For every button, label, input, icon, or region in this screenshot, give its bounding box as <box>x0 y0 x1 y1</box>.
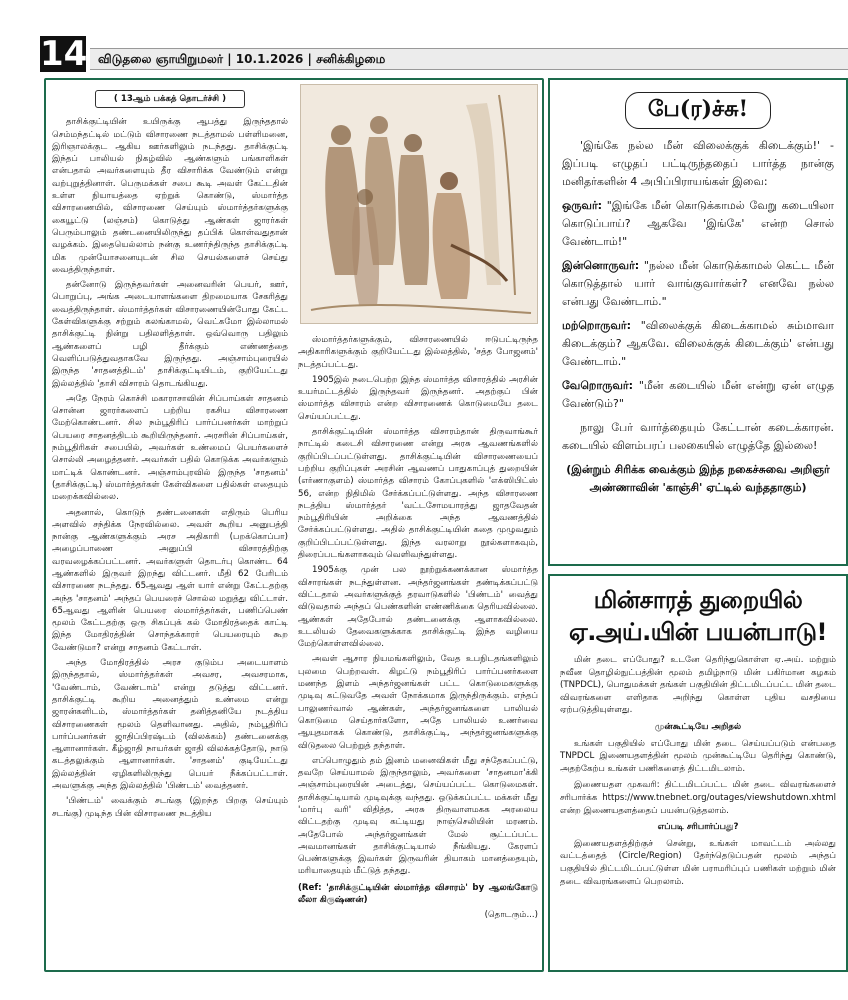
article-left-column <box>52 86 288 966</box>
opinion-item: ஒருவர்: "இங்கே மீன் கொடுக்காமல் வேறு கடையிலா கொடுப்பாய்? ஆகவே 'இங்கே' என்ற சொல் வேண்டாம்!" <box>562 199 834 248</box>
humor-title: பே(ர)ச்சு! <box>625 92 771 129</box>
ai-headline: மின்சாரத் துறையில் ஏ.அய்.யின் பயன்பாடு! <box>569 586 827 646</box>
ai-subhead: முன்கூட்டியே அறிதல் <box>654 721 742 732</box>
ai-paragraph: இணையதள முகவரி: திட்டமிடப்பட்ட மின் தடை விவரங்களைச் சரிபார்க்க https://www.tnebnet.org/outages/viewshutdown.xhtml என்ற இணையதளத்தைப் பயன்படுத்தலாம். <box>560 780 836 816</box>
article-paragraph: எப்பொழுதும் தம் இனம் மனைவிகள் மீது சந்தேகப்பட்டு, தவறே செய்யாமல் இருந்தாலும், அவர்களை 'சாதனமா'க்கி அஞ்சாம்புரையின் அடைத்து, செய்யப்பட்ட கொடுமைகள். தாசிக்குட்டியால் முடிவுக்கு வந்தது. ஒடுக்கப்பட்ட மக்கள் மீது 'மார்பு வரி' விதித்த, அரசு திருவாளமகக அரலைய விட்டதற்கு முடிவு கட்டியது நாஞ்செலியின் மரணம். அதேபோல் அந்தர்ஜனங்கள் மேல் சூட்டப்பட்ட அவமானங்கள் தாசிக்குட்டியால் நீங்கியது. கேரளப் பெண்களுக்கு இவர்கள் இருவரின் தியாகம் மானத்தையும், மரியாதையும் மீட்டுத் தந்தது. <box>298 755 538 877</box>
article-illustration <box>300 84 538 324</box>
opinion-item: மற்றொருவர்: "விலைக்குக் கிடைக்காமல் சும்மாவா கிடைக்கும்? ஆகவே. விலைக்குக் கிடைக்கும்' என்பது வேண்டாம்." <box>562 319 834 368</box>
opinion-item: இன்னொருவர்: "நல்ல மீன் கொடுக்காமல் கெட்ட மீன் கொடுத்தால் யார் வாங்குவார்கள்? எனவே நல்ல என்பது வேண்டாம்." <box>562 259 835 308</box>
right-sidebar <box>548 78 848 972</box>
opinion-item: வேறொருவர்: "மீன் கடையில் மீன் என்று ஏன் எழுத வேண்டும்?" <box>562 379 834 410</box>
ai-paragraph: இணையதளத்திற்குச் சென்று, உங்கள் மாவட்டம் அல்லது வட்டத்தைத் (Circle/Region) தேர்ந்தெடுப்பதன் மூலம் அந்தப் பகுதியில் திட்டமிடப்பட்டுள்ள மின் பராமரிப்புப் பணிகள் மற்றும் மின் தடை விவரங்களைப் பெறலாம். <box>560 838 836 887</box>
article-paragraph: அவள் ஆசார நியமங்களிலும், வேத உபநிடதங்களிலும் புலமை பெற்றவள். கிழட்டு நம்பூதிரிப் பார்ப்பனர்களை மணந்த இளம் அந்தர்ஜனங்கள் பட்ட கொடுமைகளுக்கு முடிவு கட்டுவதே அவள் நோக்கமாக இருந்திருக்கும். எந்தப் பாலுணர்வால் ஆண்கள், அந்தர்ஜனங்களை பாலியல் கொடுமை செய்தார்களோ, அதே பாலியல் உணர்வை ஆயுதமாகக் கொண்டு, தாசிக்குட்டி, அந்தர்ஜனங்களுக்கு விடுதலை பெற்றுத் தந்தாள். <box>298 654 538 751</box>
article-paragraph: ஸ்மார்த்தர்களுக்கும், விசாரணையில் ஈடுபட்டிருந்த அதிகாரிகளுக்கும் குறியேட்டது இல்லத்தில், 'சத்த போஜனம்' நடத்தப்பட்டது. <box>298 335 538 370</box>
page-number: 14 <box>40 34 88 74</box>
continued-label: (தொடரும்...) <box>484 910 538 921</box>
article-paragraph: அந்த மோதிரத்தில் அரச குடும்ப அடையாளம் இருந்ததால், ஸ்மார்த்தர்கள் அவசர, அவசரமாக, 'வேண்டாம், வேண்டாம்' என்று தடுத்து விட்டனர். தாசிக்குட்டி கூறிய அனைத்தும் உண்மை என்று ஜாரன்களிடம், ஸ்மார்த்தர்கள் தனித்தனியே நடத்திய விசாரணைகள் மூலம் தெளிவானது. அதில், நம்பூதிரிப் பார்ப்பனர்கள் ஜாதிப்பிரஷ்டம் (விலக்கம்) தண்டனைக்கு ஆளானார்கள். கீழ்ஜாதி நாயர்கள் ஜாதி விலக்கத்தோடு, நாடு கடத்தலுக்கும் ஆளானார்கள். 'சாதனம்' குடியேட்டது இல்லத்தின் ஏழிகளிலிருந்து பெயர் நீக்கப்பட்டாள். அவளுக்கு அந்த இல்லத்தில் 'பிண்டம்' வைத்தனர். <box>52 658 288 792</box>
article-paragraph: தாசிக்குட்டியின் உயிருக்கு ஆபத்து இருந்ததால் செம்மந்தட்டில் மட்டும் விசாரணை நடத்தாமல் பள்ளிமனை, இரிஞாலக்குட ஆகிய ஊர்களிலும் நடந்தது. தாசிக்குட்டி இந்தப் பாலியல் நிகழ்வில் ஆண்களும் பங்காளிகள் என்பதால் அவர்களையும் தீர விசாரிக்க வேண்டும் என்று வற்புறுத்தினாள். பெருமக்கள் சபை கூடி அவள் கேட்டதின் உள்ள நியாயத்தை ஏற்றுக் கொண்டு, ஸ்மார்த்த விசாரணையில், விசாரணை செய்யும் ஸ்மார்த்தர்களுக்கு கையூட்டு (லஞ்சம்) கொடுத்து ஆண்கள் ஜாரர்கள் பெரும்பாலும் தண்டனையிலிருந்து தப்பிக் கொள்வதுதான் வழக்கம். இதையெல்லாம் நன்கு உணர்ந்திருந்த தாசிக்குட்டி மிக முன்யோசனையுடன் சில செயல்களைச் செய்து வைத்திருந்தாள். <box>52 117 288 275</box>
article-middle-column <box>298 334 538 966</box>
continuation-tag: ( 13ஆம் பக்கத் தொடர்ச்சி ) <box>95 90 245 108</box>
humor-outro: நாலு பேர் வார்த்தையும் கேட்டான் கடைக்காரன். கடையில் விளம்பரப் பலகையில் எழுத்தே இல்லை! <box>562 421 834 452</box>
sketch-figures-image <box>301 85 538 324</box>
ai-subhead: எப்படி சரிபார்ப்பது? <box>657 822 739 833</box>
article-paragraph: தாசிக்குட்டியின் ஸ்மார்த்த விசாரம்தான் திருவாங்கூர் நாட்டில் கடைசி விசாரணை என்று அரசு ஆவணங்களில் குறிப்பிடப்பட்டுள்ளது. தாசிக்குட்டியின் விசாரணையைப் பற்றிய குறிப்புகள் அரசின் ஆவணப் பாதுகாப்புத் துறையின் (எர்ணாகுளம்) ஸ்மார்த்த விசாரம் கோப்புகளில் 'எக்ஸிபிட்ஸ் 56, என்ற நிதிமில் சேர்க்கப்பட்டுள்ளது. அந்த விசாரணை நடத்திய ஸ்மார்த்தர் 'வட்டசோமயாரத்து ஜாதவேதன் நம்பூதிரியின் அறிக்கை அந்த ஆவணத்தில் சேர்க்கப்பட்டுள்ளது. அதில் தாசிக்குட்டியின் கதை முழுவதும் குறிப்பிடப்பட்டுள்ளது. இந்த வரலாறு நூல்களாகவும், திரைப்படங்களாகவும் வெளிவந்துள்ளது. <box>298 427 538 561</box>
page-header <box>0 0 848 74</box>
article-reference: (Ref: 'தாசிக்குட்டியின் ஸ்மார்த்த விசாரம்' by ஆலங்கோடு லீலா கிருஷ்ணன்) <box>298 882 538 906</box>
article-paragraph: அதனால், கொடுந் தண்டனைகள் எதிரும் பெரிய அளவில் சந்திக்க நேரவில்லை. அவள் கூறிய அனுபத்தி நான்கு ஆண்களுக்கும் அரச அதிகாரி (பறக்கொப்பா) அழைப்பாணை அனுப்பி விசாரத்திற்கு வரவழைக்கப்பட்டனர். அவர்களுள் தொடர்பு கொண்ட 64 ஆண்களில் இருவர் இறந்து விட்டனர். மீதி 62 பேரிடம் விசாரணை நடந்தது. 65ஆவது ஆள் யார் என்று கேட்டதற்கு அந்த 'சாதனம்' அந்தப் பெயரைச் சொல்ல மறுத்து விட்டாள். 65ஆவது ஆளின் பெயரை ஸ்மார்த்தர்கள், பணிப்பெண் மூலம் கேட்டதற்கு ஒரு சிகப்புக் கல் மோதிரத்தைக் காட்டி இந்த மோதிரத்தின் சொந்தக்காரர் பெயரையும் கூற வேண்டுமா? என்று சாதனம் கேட்டாள். <box>52 507 288 653</box>
article-paragraph: தன்னோடு இருந்தவர்கள் அனைவரின் பெயர், ஊர், பொறுப்பு, அங்க அடையாளங்களை திறமையாக சேகரித்து வைத்திருந்தாள். ஸ்மார்த்தர்கள் விசாரணையின்போது கேட்ட கேள்விகளுக்கு சற்றும் கலங்காமல், வெட்கமோ இல்லாமல் தாசிக்குட்டி நின்று பதிலளித்தாள். ஒவ்வொரு பதிலும் ஆண்களைப் பழி தீர்க்கும் எண்ணத்தை வெளிப்படுத்துவதாகவே இருந்தது. அஞ்சாம்புரையில் இருந்த 'சாதனத்திடம்' தாசிக்குட்டியிடம், குறியேட்டது இல்லத்தில் 'தாசி விசாரம் தொடங்கியது. <box>52 280 288 389</box>
ai-paragraph: மின் தடை எப்போது? உடனே தெரிந்துகொள்ள ஏ.அய். மற்றும் நவீன தொழில்நுட்பத்தின் மூலம் தமிழ்நாடு மின் பகிர்மான கழகம் (TNPDCL), பொதுமக்கள் தங்கள் பகுதியின் திட்டமிடப்பட்ட மின் தடை விவரங்களை எளிதாக அறிந்து கொள்ள புதிய வசதியை ஏற்படுத்தியுள்ளது. <box>560 655 836 716</box>
humor-credit: (இன்றும் சிரிக்க வைக்கும் இந்த நகைச்சுவை அறிஞர் அண்ணாவின் 'காஞ்சி' ஏட்டில் வந்ததாகும்) <box>566 463 830 494</box>
humor-text <box>562 137 834 497</box>
article-paragraph: 'பிண்டம்' வைக்கும் சடங்கு (இறந்த பிறகு செய்யும் சடங்கு) முடிந்த பின் விசாரணை நடத்திய <box>52 796 288 819</box>
article-paragraph: அதே நேரம் கொச்சி மகாராசாவின் சிப்பாய்கள் சாதனம் சொன்ன ஜாரர்களைப் பற்றிய ரகசிய விசாரணை மேற்கொண்டனர். சில நம்பூதிரிப் பார்ப்பனர்கள் மாற்றுப் பெயரை சாதனத்திடம் கூறியிருந்தனர். அரசரின் சிப்பாய்கள், நம்பூதிரிகள் சபையில், அவர்கள் உண்மைப் பெயர்களைச் சொல்லி அழைத்தனர். அவர்கள் பதில் கொடுக்க அவர்களும் மாட்டிக் கொண்டனர். அஞ்சாம்புரவில் இருந்த 'சாதனம்' (தாசிக்குட்டி) ஸ்மார்த்தர்கள் கேள்விகளை பதில்கள் எதையும் மறைக்கவில்லை. <box>52 393 288 503</box>
ai-electricity-box <box>548 574 848 972</box>
article-paragraph: 1905க்கு முன் பல நூற்றுக்கணக்கான ஸ்மார்த்த விசாரங்கள் நடந்துள்ளன. அந்தர்ஜனங்கள் தண்டிக்கப்பட்டு விட்டதால் அவர்களுக்குத் தரவாடுகளில் 'பிண்டம்' வைத்து விடுவதால் அந்தப் பெண்களின் எண்ணிக்கை தெரியவில்லை. ஆண்கள் அதேபோல் தண்டனைக்கு ஆளாகவில்லை. உடலியல் தேவைகளுக்காக தாசிக்குட்டி இந்த வழியை மேற்கொள்ளவில்லை. <box>298 565 538 650</box>
masthead: விடுதலை ஞாயிறுமலர் | 10.1.2026 | சனிக்கிழமை <box>90 48 848 70</box>
humor-box <box>548 78 848 566</box>
ai-text <box>560 654 836 888</box>
humor-intro: 'இங்கே நல்ல மீன் விலைக்குக் கிடைக்கும்!' - இப்படி எழுதப் பட்டிருந்ததைப் பார்த்த நான்கு மனிதர்களின் 4 அபிப்பிராயங்கள் இவை: <box>562 139 834 188</box>
ai-paragraph: உங்கள் பகுதியில் எப்போது மின் தடை செய்யப்படும் என்பதை TNPDCL இணையதளத்தின் மூலம் முன்கூட்டியே தெரிந்து கொண்டு, அதற்கேற்ப உங்கள் பணிகளைத் திட்டமிடலாம். <box>560 738 836 774</box>
article-paragraph: 1905இல் நடைபெற்ற இந்த ஸ்மார்த்த விசாரத்தில் அரசின் உயர்மட்டத்தில் இருந்தவர் இருந்தனர். அதற்குப் பின் ஸ்மார்த்த விசாரம் என்ற விசாரணைக் கொடுமையே தடை செய்யப்பட்டது. <box>298 374 538 422</box>
